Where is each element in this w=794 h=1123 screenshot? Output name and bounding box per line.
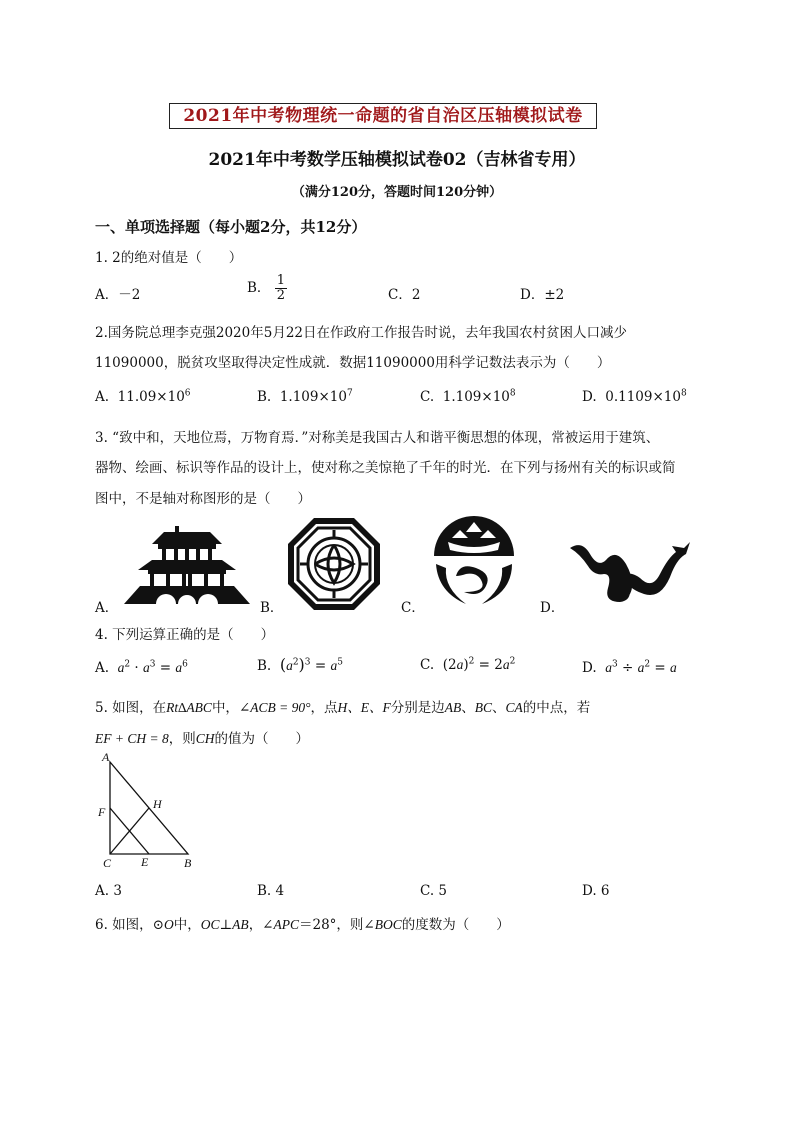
q3-stem-line2: 器物、绘画、标识等作品的设计上，使对称之美惊艳了千年的时光．在下列与扬州有关的标识或简 (95, 460, 676, 476)
q4-stem: 4. 下列运算正确的是（ ） (95, 627, 275, 643)
q3-circular-emblem-figure (426, 512, 522, 608)
banner: 2021年中考物理统一命题的省自治区压轴模拟试卷 (169, 103, 597, 129)
q5-stem-line2: EF + CH = 8，则CH的值为（ ） (95, 731, 309, 747)
q3-octagon-window-figure (286, 516, 382, 612)
q3-serpent-figure (568, 538, 692, 604)
q3-pavilion-figure (118, 524, 256, 606)
q3-option-b-label: B． (260, 600, 284, 616)
q5-triangle-figure (96, 750, 200, 870)
q4-option-d: D. $a^3 \div a^2 = a$ (582, 659, 677, 676)
q2-stem-line2: 11090000，脱贫攻坚取得决定性成就．数据11090000用科学记数法表示为（ ） (95, 355, 611, 371)
q2-stem-line1: 2.国务院总理李克强2020年5月22日在作政府工作报告时说，去年我国农村贫困人口减少 (95, 325, 628, 341)
q5-stem-line1: 5. 如图，在Rt∆ABC中，∠ACB = 90°，点H、E、F分别是边AB、BC、CA的中点，若 (95, 700, 591, 716)
q2-option-c: C. $1.109\times 10^8$ (420, 388, 516, 405)
q6-stem: 6. 如图，⊙O中，OC⊥AB，∠APC＝28°，则∠BOC的度数为（ ） (95, 917, 510, 933)
q4-option-a: A. $a^2 \cdot a^3 = a^6$ (95, 659, 188, 676)
q3-stem-line3: 图中，不是轴对称图形的是（ ） (95, 491, 311, 507)
q3-stem-line1: 3. “致中和，天地位焉，万物育焉．”对称美是我国古人和谐平衡思想的体现，常被运用于建筑、 (95, 430, 660, 446)
q5-label-h: H (153, 797, 162, 811)
q4-option-b: B. $(a^2)^3 = a^5$ (257, 655, 343, 674)
q1-option-a: A．－2 (95, 287, 141, 303)
page-title: 2021年中考数学压轴模拟试卷02（吉林省专用） (208, 150, 586, 170)
q4-option-c: C. $(2a)^2 = 2a^2$ (420, 656, 516, 673)
q5-label-a: A (102, 750, 110, 764)
q1-option-c: C．2 (388, 287, 421, 303)
q2-option-b: B. $1.109\times 10^7$ (257, 388, 353, 405)
q3-option-a-label: A． (95, 600, 119, 616)
q3-option-c-label: C． (401, 600, 425, 616)
q2-option-a: A. $11.09\times 10^6$ (95, 388, 191, 405)
q5-label-e: E (141, 855, 149, 869)
q5-label-c: C (103, 856, 112, 870)
q5-option-c: C. 5 (420, 883, 448, 899)
q1-stem: 1. 2的绝对值是（ ） (95, 250, 243, 266)
page-subtitle: （满分120分，答题时间120分钟） (291, 185, 503, 200)
q2-option-d: D. $0.1109\times 10^8$ (582, 388, 687, 405)
q5-label-f: F (98, 805, 106, 819)
q5-option-d: D. 6 (582, 883, 610, 899)
q3-option-d-label: D． (540, 600, 565, 616)
q5-option-a: A. 3 (95, 883, 122, 899)
section-heading: 一、单项选择题（每小题2分，共12分） (95, 218, 367, 236)
q5-label-b: B (184, 856, 192, 870)
q1-option-d: D．±2 (520, 287, 565, 303)
q5-option-b: B. 4 (257, 883, 285, 899)
q1-option-b: B． $\frac{1}{2}$ (247, 273, 285, 303)
